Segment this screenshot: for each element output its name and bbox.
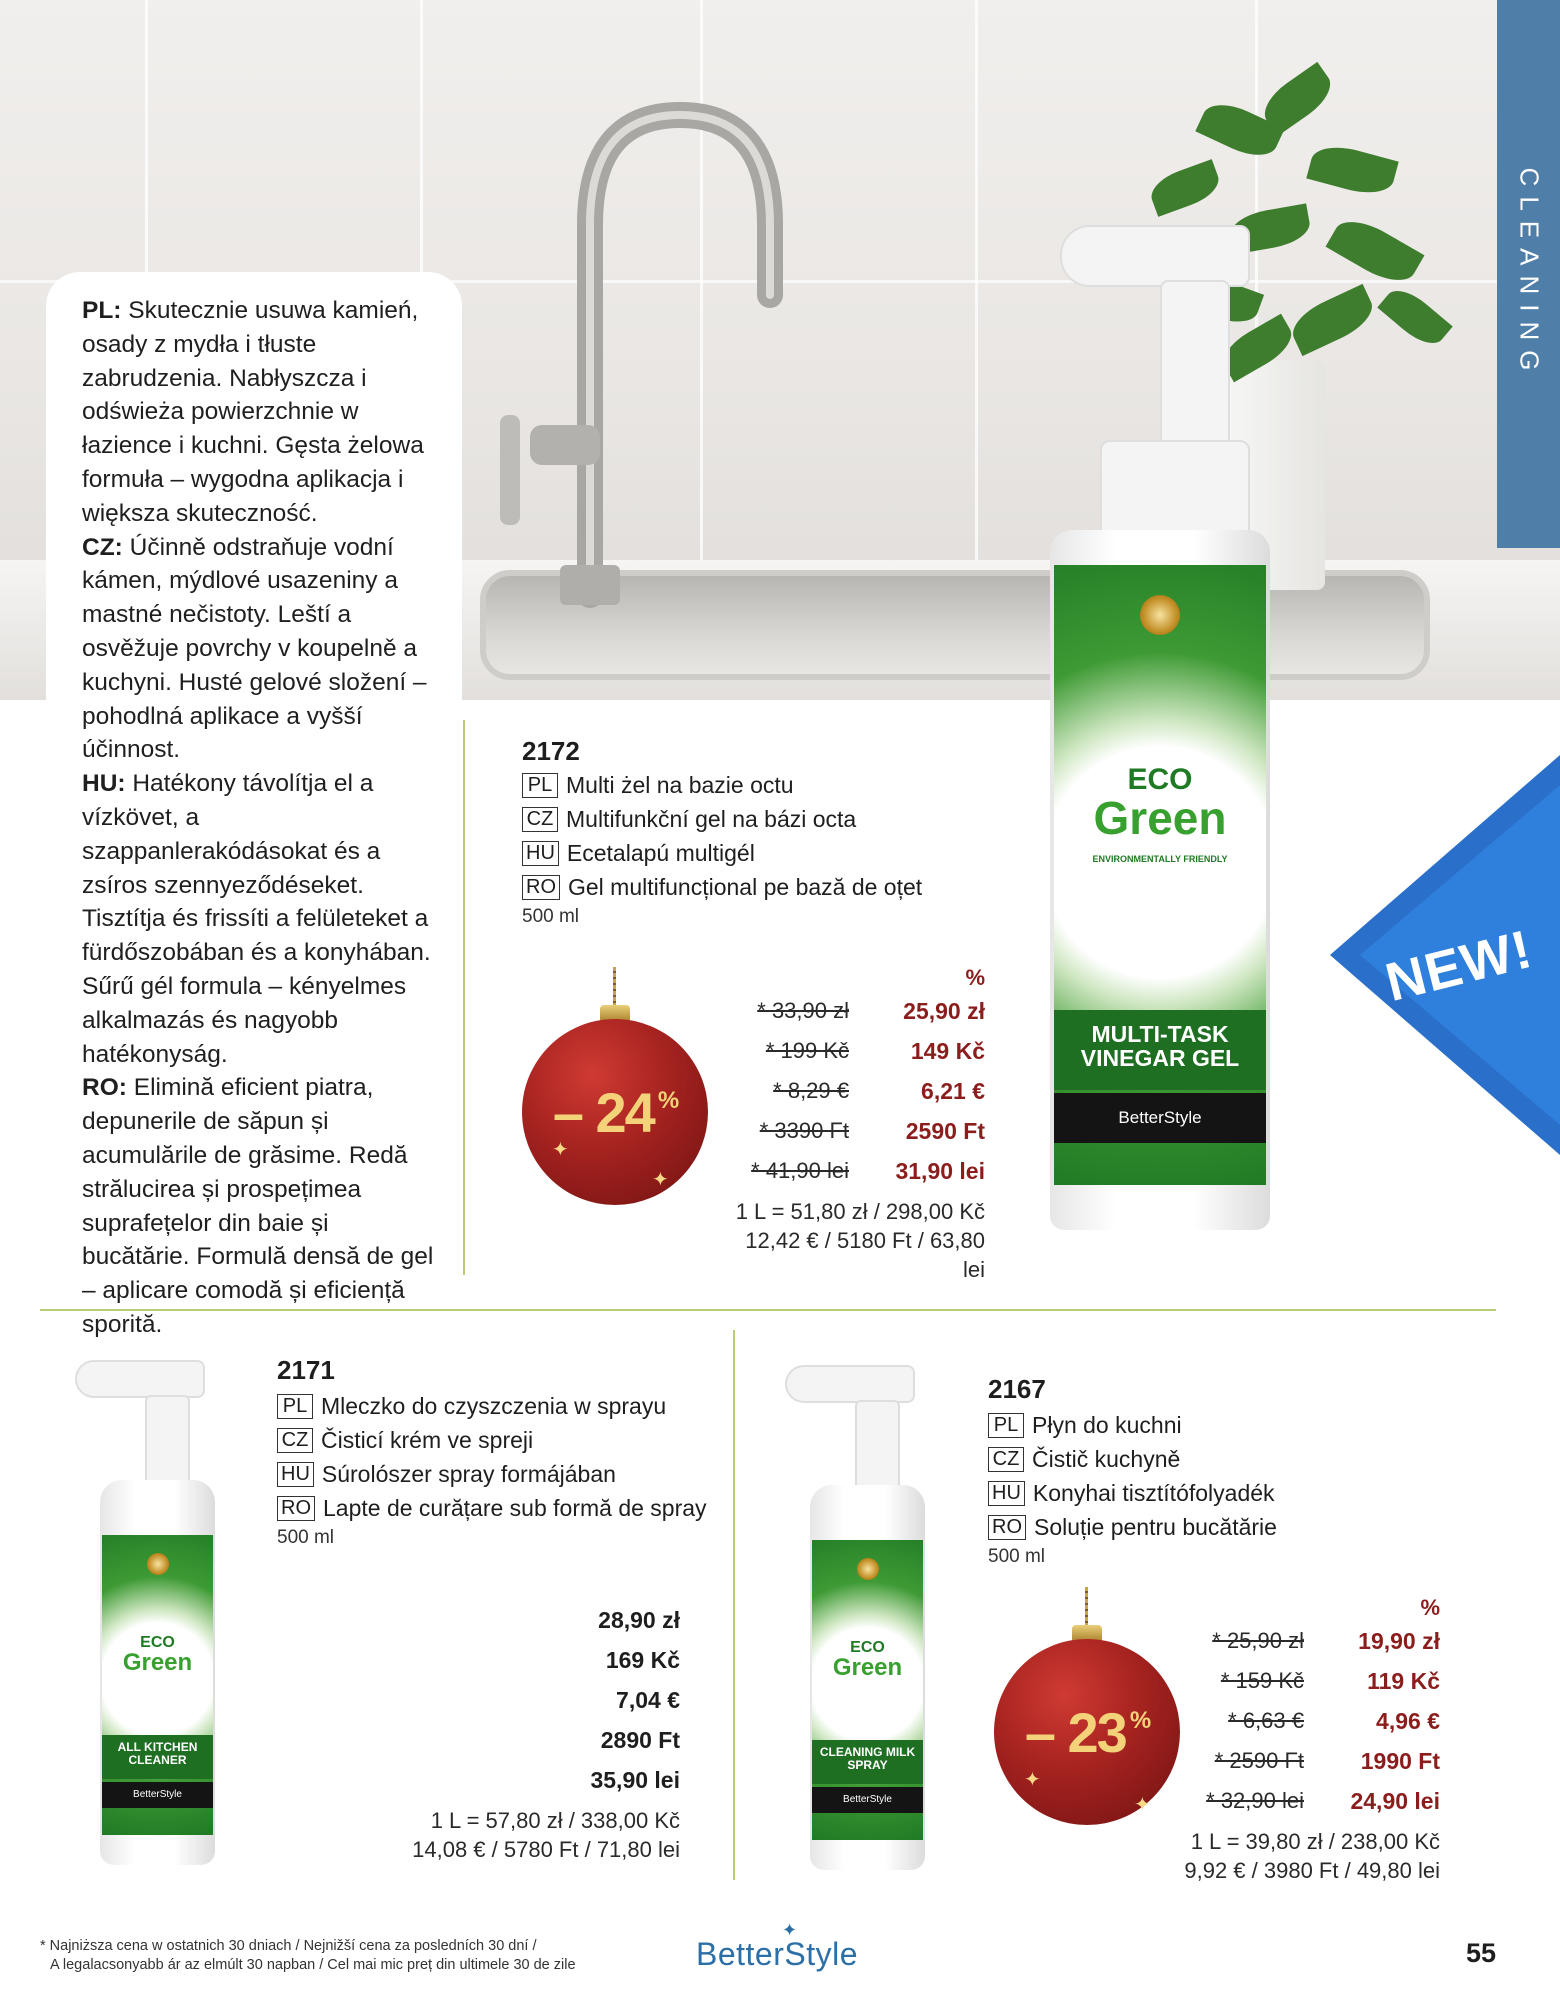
eco-word: ECO: [140, 1634, 175, 1651]
discount-ornament: [522, 967, 708, 1207]
unit-price: 1 L = 39,80 zł / 238,00 Kč: [1190, 1829, 1440, 1854]
lang-tag: PL: [988, 1413, 1024, 1438]
discount-label: [553, 1080, 677, 1145]
lang-tag: PL: [522, 773, 558, 798]
lang-tag: CZ: [277, 1428, 313, 1453]
ornament-ball: [522, 1019, 708, 1205]
spray-neck: [855, 1400, 900, 1490]
category-tab: [1497, 0, 1560, 548]
product-names: [522, 768, 922, 928]
old-price: * 6,63 €: [1228, 1708, 1304, 1733]
faucet-icon: [470, 95, 890, 615]
lang-tag: RO: [277, 1496, 315, 1521]
bottle-label: [102, 1535, 213, 1835]
category-tab-label: CLEANING: [1514, 167, 1544, 381]
new-price: 19,90 zł: [1358, 1627, 1440, 1654]
new-price: 2590 Ft: [905, 1117, 985, 1144]
price-row: [1170, 1701, 1440, 1741]
price-row: [720, 1151, 985, 1191]
spray-neck: [1160, 280, 1230, 450]
footnote-line: * Najniższa cena w ostatnich 30 dniach / Nejnižší cena za posledních 30 dní /: [40, 1938, 537, 1954]
price-list: [720, 965, 985, 1284]
old-price: * 8,29 €: [773, 1078, 849, 1103]
spray-trigger: [785, 1365, 915, 1403]
wall-tile-joint: [975, 0, 978, 600]
description-text: Účinně odstraňuje vodní kámen, mýdlové usazeniny a mastné nečistoty. Leští a osvěžuje povrchy v koupelně a kuchyni. Husté gelové složení – pohodlná aplikace a vyšší účinnost.: [82, 533, 427, 764]
description-cz: [82, 531, 442, 768]
footnote-line: A legalacsonyabb ár az elmúlt 30 napban / Cel mai mic preț din ultimele 30 de zile: [50, 1957, 576, 1973]
new-price: 149 Kč: [910, 1037, 985, 1064]
description-text: Skutecznie usuwa kamień, osady z mydła i tłuste zabrudzenia. Nabłyszcza i odświeża powierzchnie w łazience i kuchni. Gęsta żelowa formuła – wygodna aplikacja i większa skuteczność.: [82, 297, 424, 527]
price-list: [380, 1600, 680, 1864]
emblem-icon: [857, 1558, 879, 1580]
product-code: 2171: [277, 1355, 335, 1385]
emblem-icon: [147, 1553, 169, 1575]
new-price: 1990 Ft: [1360, 1747, 1440, 1774]
lang-tag: RO: [988, 1515, 1026, 1540]
price-row: [720, 1111, 985, 1151]
product-volume: 500 ml: [522, 906, 580, 927]
product-names: [277, 1389, 707, 1549]
brand-name: BetterStyle: [696, 1936, 859, 1972]
product-name: Multi żel na bazie octu: [566, 771, 794, 798]
lang-label: HU:: [82, 770, 126, 798]
product-name: Čisticí krém ve spreji: [321, 1426, 534, 1453]
bottle-band: CLEANING MILK SPRAY: [812, 1740, 923, 1784]
lang-label: PL:: [82, 297, 122, 324]
product-name-row: [988, 1510, 1277, 1544]
footnote: [40, 1937, 576, 1975]
bottle-label: [1054, 565, 1266, 1185]
product-name-row: [988, 1408, 1277, 1442]
ornament-ball: [994, 1639, 1180, 1825]
product-description: [46, 272, 462, 1338]
discount-value: – 23: [1024, 1700, 1126, 1764]
product-image-2171: [70, 1355, 230, 1875]
divider: [40, 1309, 1496, 1311]
new-price: 6,21 €: [921, 1077, 985, 1104]
description-text: Elimină eficient piatra, depunerile de săpun și acumulările de grăsime. Redă strălucirea și prospețimea suprafețelor din baie și bucătărie. Formulă densă de gel – aplicare comodă și eficiență sporită.: [82, 1074, 434, 1338]
product-name-row: [277, 1491, 707, 1525]
plant-leaf: [1146, 159, 1224, 217]
percent-sign: %: [657, 1086, 678, 1114]
spray-trigger: [75, 1360, 205, 1398]
percent-header: %: [965, 965, 985, 990]
lang-tag: HU: [277, 1462, 314, 1487]
price: 35,90 lei: [590, 1767, 680, 1793]
price-row: [720, 1031, 985, 1071]
product-names: [988, 1408, 1277, 1568]
discount-label: [1025, 1700, 1149, 1765]
bottle-subline: ENVIRONMENTALLY FRIENDLY: [1092, 854, 1228, 864]
unit-price: 9,92 € / 3980 Ft / 49,80 lei: [1184, 1858, 1440, 1883]
divider: [733, 1330, 735, 1880]
unit-price: 12,42 € / 5180 Ft / 63,80 lei: [745, 1228, 985, 1282]
product-code: 2172: [522, 736, 580, 766]
spray-cap: [1100, 440, 1250, 540]
ornament-string: [1085, 1587, 1088, 1629]
product-name: Multifunkční gel na bázi octa: [566, 805, 857, 832]
plant-leaf: [1377, 281, 1452, 352]
percent-sign: %: [1129, 1706, 1150, 1734]
price: 28,90 zł: [598, 1607, 680, 1633]
description-hu: [82, 767, 442, 1071]
divider: [463, 720, 465, 1275]
sparkle-icon: ✦: [652, 1169, 669, 1191]
eco-word: ECO: [850, 1639, 885, 1656]
bottle-brand: BetterStyle: [1054, 1093, 1266, 1143]
ornament-string: [613, 967, 616, 1009]
bottle-eco-text: [1054, 763, 1266, 844]
product-name-row: [277, 1457, 707, 1491]
eco-word: ECO: [1127, 763, 1193, 796]
old-price: * 199 Kč: [765, 1038, 849, 1063]
description-pl: [82, 294, 442, 531]
new-price: 25,90 zł: [903, 997, 985, 1024]
lang-tag: CZ: [522, 807, 558, 832]
product-name: Súrolószer spray formájában: [321, 1460, 616, 1487]
spray-trigger: [1060, 225, 1250, 287]
product-name: Gel multifuncțional pe bază de oțet: [568, 873, 923, 900]
product-name-row: [988, 1442, 1277, 1476]
plant-leaf: [1286, 284, 1380, 356]
new-badge-label: NEW!: [1379, 918, 1539, 1014]
new-price: 31,90 lei: [895, 1157, 985, 1184]
unit-price: 1 L = 57,80 zł / 338,00 Kč: [430, 1808, 680, 1833]
price-row: [1170, 1661, 1440, 1701]
product-name-row: [277, 1423, 707, 1457]
old-price: * 32,90 lei: [1206, 1788, 1304, 1813]
product-name: Ecetalapú multigél: [566, 839, 755, 866]
green-word: Green: [832, 1654, 903, 1681]
new-price: 24,90 lei: [1350, 1787, 1440, 1814]
lang-tag: PL: [277, 1394, 313, 1419]
price-row: [1170, 1741, 1440, 1781]
product-name: Konyhai tisztítófolyadék: [1032, 1479, 1275, 1506]
sparkle-icon: ✦: [552, 1139, 569, 1161]
lang-label: CZ:: [82, 533, 123, 561]
star-icon: ✦: [782, 1920, 798, 1940]
new-badge: [1330, 755, 1560, 1155]
product-name-row: [522, 802, 922, 836]
old-price: * 25,90 zł: [1212, 1628, 1304, 1653]
lang-tag: HU: [988, 1481, 1025, 1506]
brand-logo: [696, 1920, 859, 1973]
old-price: * 159 Kč: [1220, 1668, 1304, 1693]
product-volume: 500 ml: [988, 1546, 1046, 1567]
product-name-row: [277, 1389, 707, 1423]
product-name: Lapte de curățare sub formă de spray: [323, 1494, 707, 1521]
discount-value: – 24: [552, 1080, 654, 1144]
product-code: 2167: [988, 1374, 1046, 1404]
product-name-row: [988, 1476, 1277, 1510]
bottle-brand: BetterStyle: [102, 1782, 213, 1808]
price: 169 Kč: [605, 1647, 680, 1673]
lang-label: RO:: [82, 1074, 127, 1102]
product-image-2167: [780, 1360, 940, 1880]
bottle-band: MULTI-TASK VINEGAR GEL: [1054, 1010, 1266, 1090]
page-number: 55: [1466, 1938, 1497, 1968]
old-price: * 41,90 lei: [751, 1158, 849, 1183]
plant-leaf: [1306, 140, 1398, 201]
green-word: Green: [1093, 792, 1227, 844]
product-name-row: [522, 870, 922, 904]
product-name-row: [522, 836, 922, 870]
product-name: Soluție pentru bucătărie: [1034, 1513, 1277, 1540]
price-row: [720, 991, 985, 1031]
price: 7,04 €: [616, 1687, 680, 1713]
bottle-eco-text: [102, 1635, 213, 1675]
lang-tag: HU: [522, 841, 559, 866]
green-word: Green: [122, 1649, 193, 1676]
product-name: Płyn do kuchni: [1032, 1411, 1182, 1438]
description-ro: [82, 1071, 442, 1341]
bottle-band: ALL KITCHEN CLEANER: [102, 1735, 213, 1779]
old-price: * 2590 Ft: [1214, 1748, 1304, 1773]
price-list: [1170, 1595, 1440, 1885]
product-name-row: [522, 768, 922, 802]
price: 2890 Ft: [600, 1727, 680, 1753]
bottle-eco-text: [812, 1640, 923, 1680]
description-text: Hatékony távolítja el a vízkövet, a szappanlerakódásokat és a zsíros szennyeződéseket. Tisztítja és frissíti a felületeket a fürdőszobában és a konyhában. Sűrű gél formula – kényelmes alkalmazás és nagyobb hatékonyság.: [82, 770, 431, 1068]
new-price: 4,96 €: [1376, 1707, 1440, 1734]
product-image-2172: [1040, 210, 1280, 1260]
bottle-brand: BetterStyle: [812, 1787, 923, 1813]
spray-neck: [145, 1395, 190, 1485]
unit-price: 1 L = 51,80 zł / 298,00 Kč: [735, 1199, 985, 1224]
sparkle-icon: ✦: [1134, 1794, 1151, 1816]
percent-header: %: [1420, 1595, 1440, 1620]
price-row: [1170, 1781, 1440, 1821]
price-row: [1170, 1621, 1440, 1661]
sparkle-icon: ✦: [1024, 1769, 1041, 1791]
lang-tag: RO: [522, 875, 560, 900]
product-name: Čistič kuchyně: [1032, 1445, 1181, 1472]
bottle-label: [812, 1540, 923, 1840]
discount-ornament: [994, 1587, 1180, 1827]
price-row: [720, 1071, 985, 1111]
unit-price: 14,08 € / 5780 Ft / 71,80 lei: [412, 1837, 680, 1862]
lang-tag: CZ: [988, 1447, 1024, 1472]
product-name: Mleczko do czyszczenia w sprayu: [321, 1392, 667, 1419]
old-price: * 33,90 zł: [757, 998, 849, 1023]
old-price: * 3390 Ft: [759, 1118, 849, 1143]
product-volume: 500 ml: [277, 1527, 335, 1548]
new-price: 119 Kč: [1367, 1667, 1440, 1694]
emblem-icon: [1140, 595, 1180, 635]
